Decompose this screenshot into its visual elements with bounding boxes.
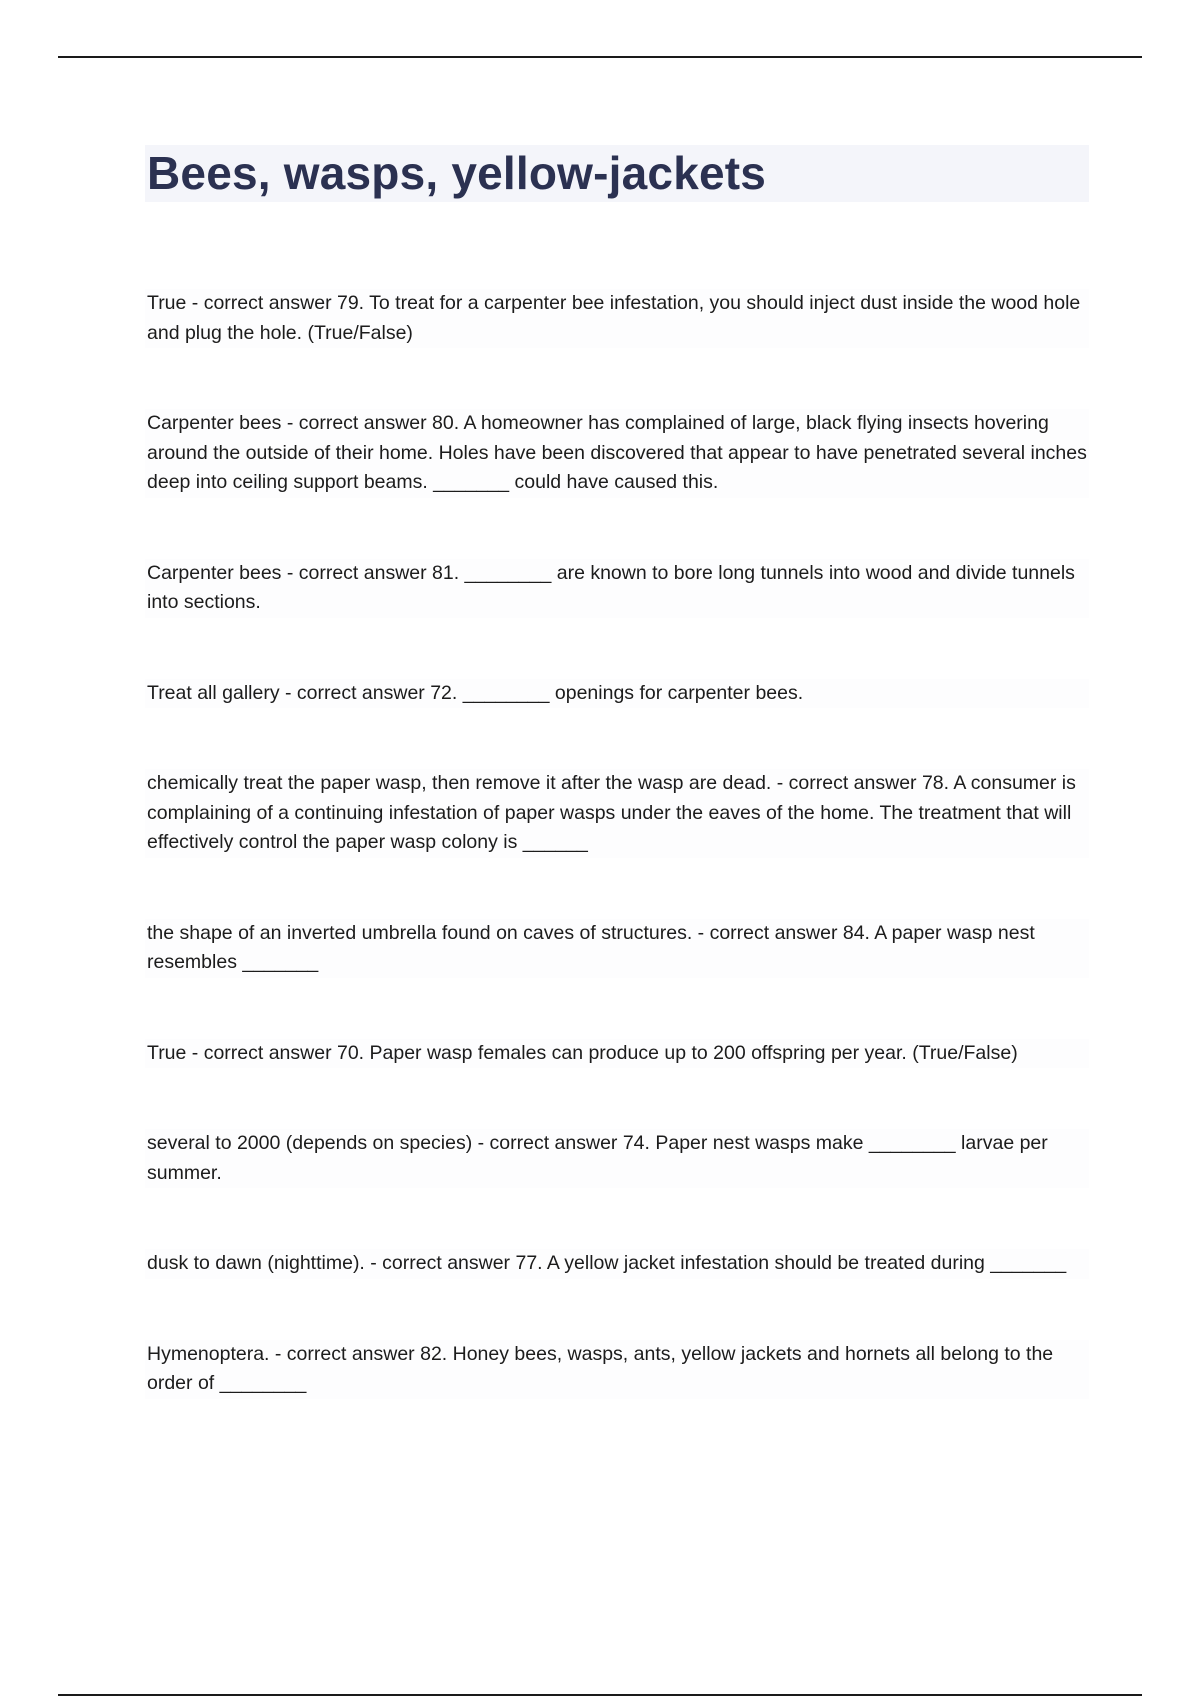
qa-item-8: several to 2000 (depends on species) - correct answer 74. Paper nest wasps make ________ larvae per summer. <box>145 1129 1089 1188</box>
qa-item-5: chemically treat the paper wasp, then remove it after the wasp are dead. - correct answer 78. A consumer is complaining of a continuing infestation of paper wasps under the eaves of the home. The treatment that will effectively control the paper wasp colony is ______ <box>145 769 1089 858</box>
title-banner <box>145 145 1089 202</box>
qa-item-10: Hymenoptera. - correct answer 82. Honey bees, wasps, ants, yellow jackets and hornets all belong to the order of ________ <box>145 1340 1089 1399</box>
qa-item-2: Carpenter bees - correct answer 80. A homeowner has complained of large, black flying insects hovering around the outside of their home. Holes have been discovered that appear to have penetrated several inches deep into ceiling support beams. _______ could have caused this. <box>145 409 1089 498</box>
qa-item-4: Treat all gallery - correct answer 72. ________ openings for carpenter bees. <box>145 679 1089 709</box>
qa-list <box>145 289 1089 1399</box>
qa-item-1: True - correct answer 79. To treat for a carpenter bee infestation, you should inject dust inside the wood hole and plug the hole. (True/False) <box>145 289 1089 348</box>
qa-item-3: Carpenter bees - correct answer 81. ________ are known to bore long tunnels into wood and divide tunnels into sections. <box>145 559 1089 618</box>
qa-item-9: dusk to dawn (nighttime). - correct answer 77. A yellow jacket infestation should be treated during _______ <box>145 1249 1089 1279</box>
bottom-divider <box>58 1694 1142 1696</box>
page-title: Bees, wasps, yellow-jackets <box>147 147 767 199</box>
qa-item-7: True - correct answer 70. Paper wasp females can produce up to 200 offspring per year. (True/False) <box>145 1039 1089 1069</box>
document-body <box>145 145 1089 1399</box>
top-divider <box>58 56 1142 58</box>
qa-item-6: the shape of an inverted umbrella found on caves of structures. - correct answer 84. A paper wasp nest resembles _______ <box>145 919 1089 978</box>
